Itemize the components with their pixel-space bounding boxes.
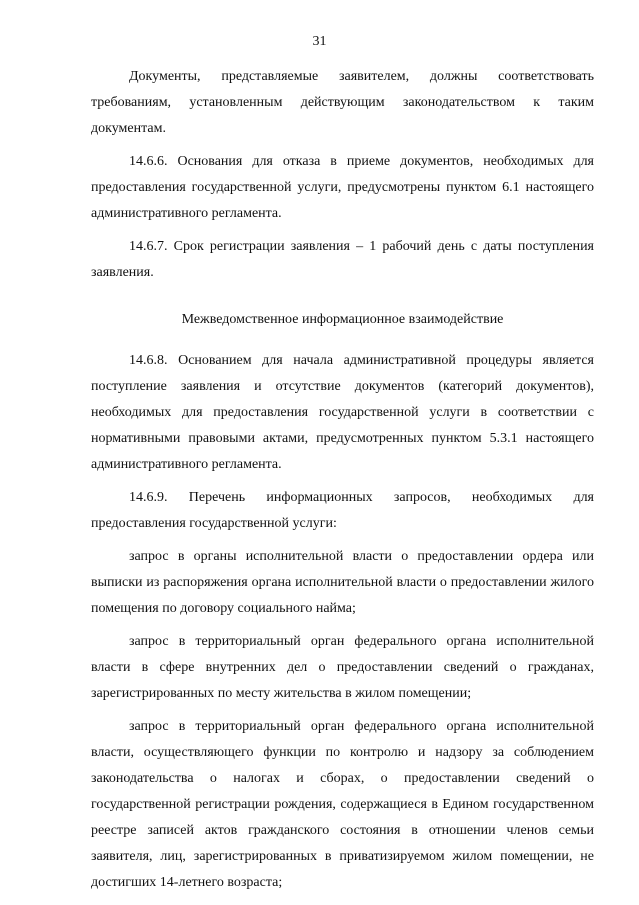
paragraph-14-6-9: 14.6.9. Перечень информационных запросов, необходимых для предоставления государственной услуги: xyxy=(91,490,594,531)
paragraph-14-6-8: 14.6.8. Основанием для начала административной процедуры является поступление заявления и отсутствие документов (категорий документов), необходимых для предоставления государственной услуги в соответствии с нормативными правовыми актами, предусмотренных пунктом 5.3.1 настоящего административного регламента. xyxy=(91,353,594,472)
paragraph-14-6-7: 14.6.7. Срок регистрации заявления – 1 рабочий день с даты поступления заявления. xyxy=(91,239,594,280)
document-body xyxy=(91,64,594,903)
paragraph-14-6-6: 14.6.6. Основания для отказа в приеме документов, необходимых для предоставления государственной услуги, предусмотрены пунктом 6.1 настоящего административного регламента. xyxy=(91,154,594,221)
paragraph-documents-requirements: Документы, представляемые заявителем, должны соответствовать требованиям, установленным действующим законодательством к таким документам. xyxy=(91,69,594,136)
page-number: 31 xyxy=(312,34,327,49)
section-heading: Межведомственное информационное взаимодействие xyxy=(181,312,504,327)
list-item-request-order: запрос в органы исполнительной власти о предоставлении ордера или выписки из распоряжения органа исполнительной власти о предоставлении жилого помещения по договору социального найма; xyxy=(91,549,594,616)
list-item-request-tax-authority: запрос в территориальный орган федерального органа исполнительной власти, осуществляющего функции по контролю и надзору за соблюдением законодательства о налогах и сборах, о предоставлении сведений о государственной регистрации рождения, содержащиеся в Едином государственном реестре записей актов гражданского состояния в отношении членов семьи заявителя, лиц, зарегистрированных в приватизируемом жилом помещении, не достигших 14-летнего возраста; xyxy=(91,719,594,890)
list-item-request-internal-affairs: запрос в территориальный орган федерального органа исполнительной власти в сфере внутренних дел о предоставлении сведений о гражданах, зарегистрированных по месту жительства в жилом помещении; xyxy=(91,634,594,701)
